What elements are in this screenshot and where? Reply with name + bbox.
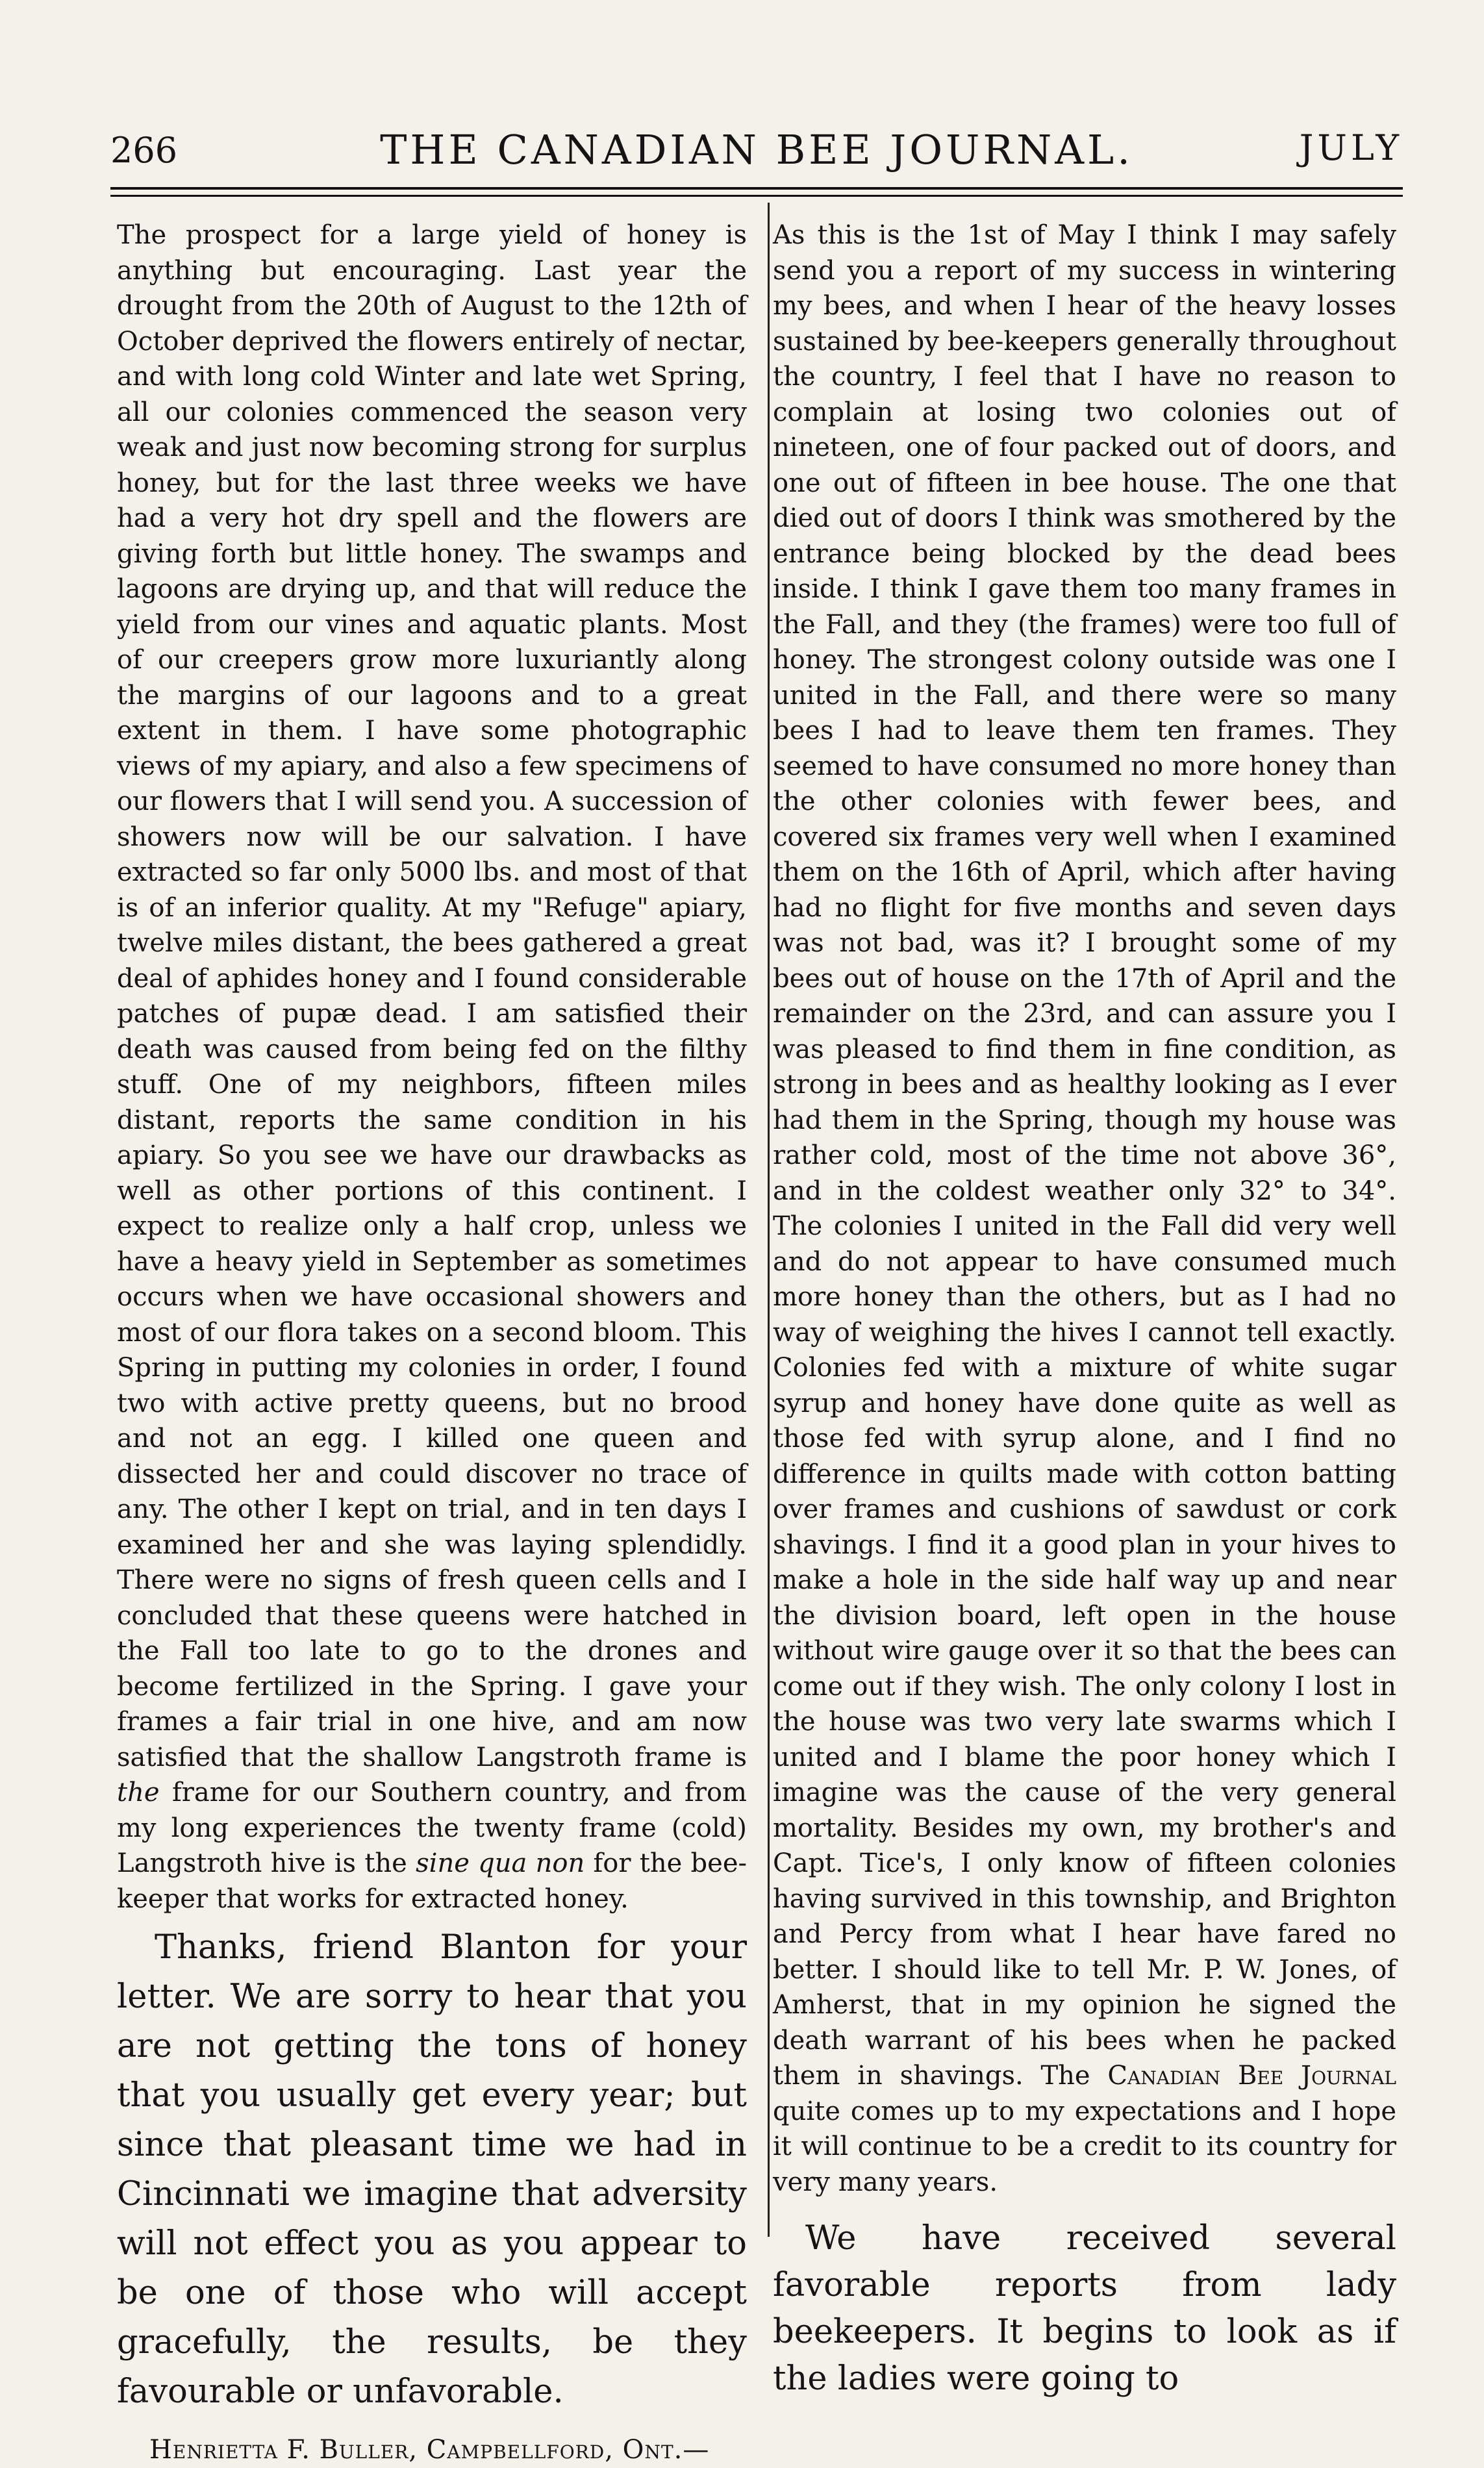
left-column — [117, 218, 747, 2468]
emphasis-the: the — [117, 1778, 160, 1807]
latin-phrase: sine qua non — [416, 1848, 585, 1878]
editor-note: Thanks, friend Blanton for your letter. We are sorry to hear that you are not getting the tons of honey that you usually get every year; but since that pleasant time we had in Cincinnati we imagine that adversity will not effect you as you appear to be one of those who will accept gracefully, the results, be they favourable or unfavorable. — [117, 1928, 747, 2411]
editor-note-right: We have received several favorable reports from lady beekeepers. It begins to look as if the ladies were going to — [773, 2219, 1396, 2398]
journal-title: THE CANADIAN BEE JOURNAL. — [380, 126, 1133, 173]
letter-paragraph — [117, 218, 747, 1917]
right-column — [773, 218, 1396, 2402]
letter-text-part2: frame for our Southern country, and from my long experiences the twenty frame (cold) Langstroth hive is the — [117, 1778, 747, 1878]
letter-text-part3: for the bee-keeper that works for extracted honey. — [117, 1848, 748, 1914]
page-number: 266 — [110, 130, 178, 171]
author-signature: Henrietta F. Buller, Campbellford, Ont.— — [149, 2435, 710, 2465]
letter-paragraph-right — [773, 218, 1396, 2200]
letter-text-part2-right: quite comes up to my expectations and I hope it will continue to be a credit to its country for very many years. — [773, 2096, 1396, 2197]
letter-text-part1: The prospect for a large yield of honey is anything but encouraging. Last year the drought from the 20th of August to the 12th of October deprived the flowers entirely of nectar, and with long cold Winter and late wet Spring, all our colonies commenced the season very weak and just now becoming strong for surplus honey, but for the last three weeks we have had a very hot dry spell and the flowers are giving forth but little honey. The swamps and lagoons are drying up, and that will reduce the yield from our vines and aquatic plants. Most of our creepers grow more luxuriantly along the margins of our lagoons and to a great extent in them. I have some photographic views of my apiary, and also a few specimens of our flowers that I will send you. A succession of showers now will be our salvation. I have extracted so far only 5000 lbs. and most of that is of an inferior quality. At my "Refuge" apiary, twelve miles distant, the bees gathered a great deal of aphides honey and I found considerable patches of pupæ dead. I am satisfied their death was caused from being fed on the filthy stuff. One of my neighbors, fifteen miles distant, reports the same condition in his apiary. So you see we have our drawbacks as well as other portions of this continent. I expect to realize only a half crop, unless we have a heavy yield in September as sometimes occurs when we have occasional showers and most of our flora takes on a second bloom. This Spring in putting my colonies in order, I found two with active pretty queens, but no brood and not an egg. I killed one queen and dissected her and could discover no trace of any. The other I kept on trial, and in ten days I examined her and she was laying splendidly. There were no signs of fresh queen cells and I concluded that these queens were hatched in the Fall too late to go to the drones and become fertilized in the Spring. I gave your frames a fair trial in one hive, and am now satisfied that the shallow Langstroth frame is — [117, 220, 747, 1772]
column-divider — [768, 203, 770, 2237]
journal-name: Canadian Bee Journal — [1107, 2061, 1397, 2091]
header-rule-thin — [110, 195, 1403, 197]
header-rule-thick — [110, 187, 1403, 190]
letter-text-part1-right: As this is the 1st of May I think I may safely send you a report of my success in wintering my bees, and when I hear of the heavy losses sustained by bee-keepers generally throughout the country, I feel that I have no reason to complain at losing two colonies out of nineteen, one of four packed out of doors, and one out of fifteen in bee house. The one that died out of doors I think was smothered by the entrance being blocked by the dead bees inside. I think I gave them too many frames in the Fall, and they (the frames) were too full of honey. The strongest colony outside was one I united in the Fall, and there were so many bees I had to leave them ten frames. They seemed to have consumed no more honey than the other colonies with fewer bees, and covered six frames very well when I examined them on the 16th of April, which after having had no flight for five months and seven days was not bad, was it? I brought some of my bees out of house on the 17th of April and the remainder on the 23rd, and can assure you I was pleased to find them in fine condition, as strong in bees and as healthy looking as I ever had them in the Spring, though my house was rather cold, most of the time not above 36°, and in the coldest weather only 32° to 34°. The colonies I united in the Fall did very well and do not appear to have consumed much more honey than the others, but as I had no way of weighing the hives I cannot tell exactly. Colonies fed with a mixture of white sugar syrup and honey have done quite as well as those fed with syrup alone, and I find no difference in quilts made with cotton batting over frames and cushions of sawdust or cork shavings. I find it a good plan in your hives to make a hole in the side half way up and near the division board, left open in the house without wire gauge over it so that the bees can come out if they wish. The only colony I lost in the house was two very late swarms which I united and I blame the poor honey which I imagine was the cause of the very general mortality. Besides my own, my brother's and Capt. Tice's, I only know of fifteen colonies having survived in this township, and Brighton and Percy from what I hear have fared no better. I should like to tell Mr. P. W. Jones, of Amherst, that in my opinion he signed the death warrant of his bees when he packed them in shavings. The — [773, 220, 1396, 2091]
issue-month: JULY — [1299, 127, 1403, 168]
page-header — [110, 117, 1403, 175]
